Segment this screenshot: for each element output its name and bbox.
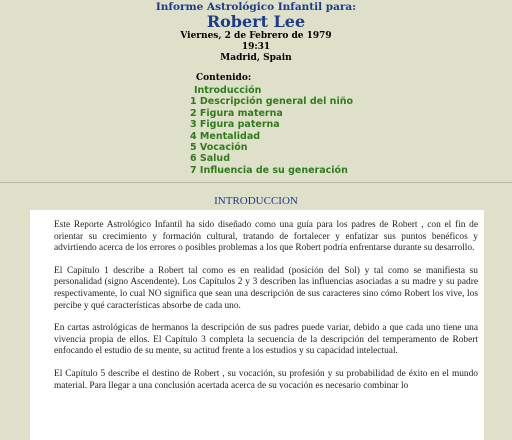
paragraph-3: En cartas astrológicas de hermanos la descripción de sus padres puede variar, debido a que cada uno tiene una vivencia propia de ellos. El Capítulo 3 completa la secuencia de la descripción del temperamento de Robert enfocando el estudio de su mente, su actitud frente a los estudios y su capacidad intelectual. <box>54 323 478 357</box>
content-panel <box>30 210 484 440</box>
birth-date: Viernes, 2 de Febrero de 1979 <box>180 31 332 41</box>
table-of-contents <box>190 72 353 176</box>
toc-title: Contenido: <box>196 73 252 83</box>
child-name: Robert Lee <box>206 12 306 31</box>
report-header <box>0 0 512 64</box>
birth-place: Madrid, Spain <box>220 53 292 63</box>
toc-link-figura-paterna[interactable]: 3 Figura paterna <box>190 119 280 131</box>
toc-link-influencia-generacion[interactable]: 7 Influencia de su generación <box>190 164 348 176</box>
paragraph-4: El Capítulo 5 describe el destino de Robert , su vocación, su profesión y su probabilidad de éxito en el mundo material. Para llegar a una conclusión acertada acerca de su vocación es necesario combinar lo <box>54 368 478 391</box>
toc-link-figura-materna[interactable]: 2 Figura materna <box>190 107 283 119</box>
toc-link-salud[interactable]: 6 Salud <box>190 153 230 165</box>
toc-link-vocacion[interactable]: 5 Vocación <box>190 142 248 154</box>
report-subtitle: Informe Astrológico Infantil para: <box>155 1 357 13</box>
section-divider <box>0 182 512 183</box>
toc-list <box>190 85 353 176</box>
section-title: INTRODUCCION <box>214 195 298 207</box>
toc-link-descripcion-general[interactable]: 1 Descripción general del niño <box>190 96 353 108</box>
toc-link-introduccion[interactable]: Introducción <box>194 85 262 96</box>
toc-link-mentalidad[interactable]: 4 Mentalidad <box>190 130 261 142</box>
paragraph-1: Este Reporte Astrológico Infantil ha sido diseñado como una guía para los padres de Robert , con el fin de orientar su crecimiento y formación cultural, tratando de fortalecer y enfatizar sus puntos benéficos y advirtiendo acerca de los errores o posibles problemas a los que Robert podría enfrentarse durante su desarrollo. <box>54 220 478 254</box>
paragraph-2: El Capítulo 1 describe a Robert tal como es en realidad (posición del Sol) y tal como se manifiesta su personalidad (signo Ascendente). Los Capítulos 2 y 3 describen las influencias asociadas a su madre y su padre respectivamente, lo cual NO significa que sean una descripción de sus caracteres sino cómo Robert los vive, los percibe y qué características absorbe de cada uno. <box>54 265 478 311</box>
birth-time: 19:31 <box>241 42 271 52</box>
